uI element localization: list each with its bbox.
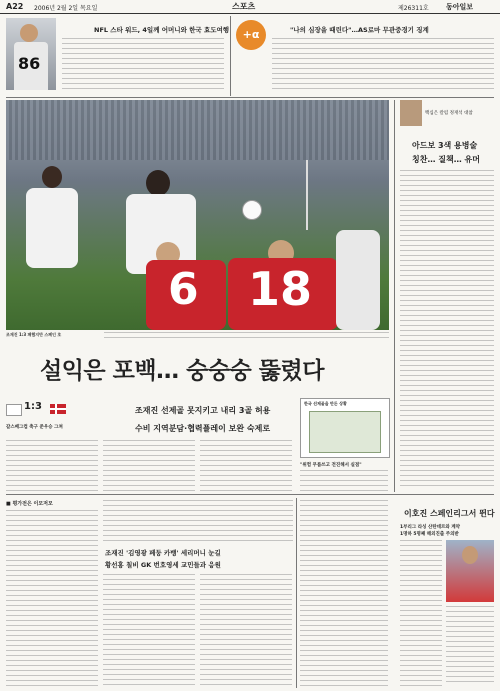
korea-player-right: [336, 230, 380, 330]
top-right-headline: "나의 심장을 때린다"…AS로마 무관중경기 징계: [290, 26, 429, 34]
denmark-player-18: [228, 258, 338, 330]
bottom-right-headline: 이호진 스페인리그서 뛴다: [404, 509, 495, 518]
bottom-mid-body-right: [200, 574, 292, 686]
bottom-right-body-text: [400, 540, 442, 686]
article-column-2: [103, 440, 195, 492]
bottom-right-body-text-2: [446, 606, 494, 686]
bottom-right-subhead-1: 1부리그 라싱 산탄데르와 계약: [400, 525, 460, 530]
denmark-player-6: [146, 260, 226, 330]
bottom-mid-body-left: [103, 574, 195, 686]
jersey-number-86: 86: [18, 54, 41, 73]
bottom-left-section-tag: ■ 평가전은 이모저모: [6, 501, 53, 507]
bottom-mid-upper-text: [103, 500, 293, 544]
goal-situation-title: 한국 선제골을 만든 상황: [304, 401, 347, 406]
main-headline: 설익은 포백… 숭숭숭 뚫렸다: [40, 358, 324, 384]
football-player-photo: [6, 18, 56, 90]
page-number: A22: [6, 2, 24, 11]
goal-situation-panel: [300, 398, 390, 458]
jersey-number-6: 6: [168, 264, 199, 315]
page-header: [0, 0, 500, 14]
article-column-4: [300, 470, 388, 492]
main-photo-caption-text: [104, 332, 389, 340]
korea-flag-icon: [6, 404, 22, 416]
soccer-ball-icon: [242, 200, 262, 220]
column-label: 백십은 칼럼 정재석 대참: [425, 111, 473, 116]
score-box: [6, 400, 100, 424]
score-note: 갈스베그컵 축구 준우승 그쳐: [6, 425, 63, 430]
pitch-diagram: [309, 411, 381, 453]
section-title: 스포츠: [232, 2, 256, 11]
main-photo-caption: 조재진 1:3 패했지만 스페인 호: [6, 332, 62, 337]
bottom-right-subhead-2: 1명하 5명째 해외진출 주의받: [400, 532, 459, 537]
top-right-body-text: [272, 38, 494, 92]
column-headline-1: 아드보 3색 용병술: [412, 141, 478, 150]
column-body-text: [400, 170, 494, 488]
column-headline-2: 칭찬… 질책… 유머: [412, 155, 480, 164]
sub-headline-2: 수비 지역분담·협력플레이 보완 숙제로: [135, 424, 271, 433]
paper-logo: 동아일보: [446, 3, 474, 11]
jersey-number-18: 18: [248, 262, 313, 316]
issue-number: 제26311호: [398, 5, 429, 12]
lee-ho-jin-photo: [446, 540, 494, 602]
article-column-3: [200, 440, 292, 492]
bottom-left-body-text: [6, 510, 98, 686]
bottom-mid-headline-2: 황선홍 칠비 GK 번호영세 교민들과 응원: [105, 561, 221, 569]
page-date: 2006년 2월 2일 목요일: [34, 5, 98, 12]
plus-alpha-badge: [236, 20, 266, 50]
top-left-body-text: [62, 38, 224, 92]
denmark-flag-icon: [50, 404, 66, 414]
article-column-1: [6, 440, 98, 492]
plus-alpha-label: +α: [242, 28, 260, 41]
bottom-mid-headline-1: 조재진 '김영광 페둥 카뱅' 세리머니 눈길: [105, 549, 221, 557]
top-left-headline: NFL 스타 워드, 4일께 어머니와 한국 효도여행: [94, 26, 230, 34]
columnist-portrait: [400, 100, 422, 126]
bottom-column-text: [300, 500, 388, 686]
main-match-photo: [6, 100, 389, 330]
sub-headline-1: 조재진 선제골 못지키고 내리 3골 허용: [135, 406, 271, 415]
column-quote-header: "위험 무릅쓰고 전진해서 실점": [300, 463, 362, 468]
korea-player-left: [26, 188, 78, 268]
final-score: 1:3: [24, 401, 42, 412]
